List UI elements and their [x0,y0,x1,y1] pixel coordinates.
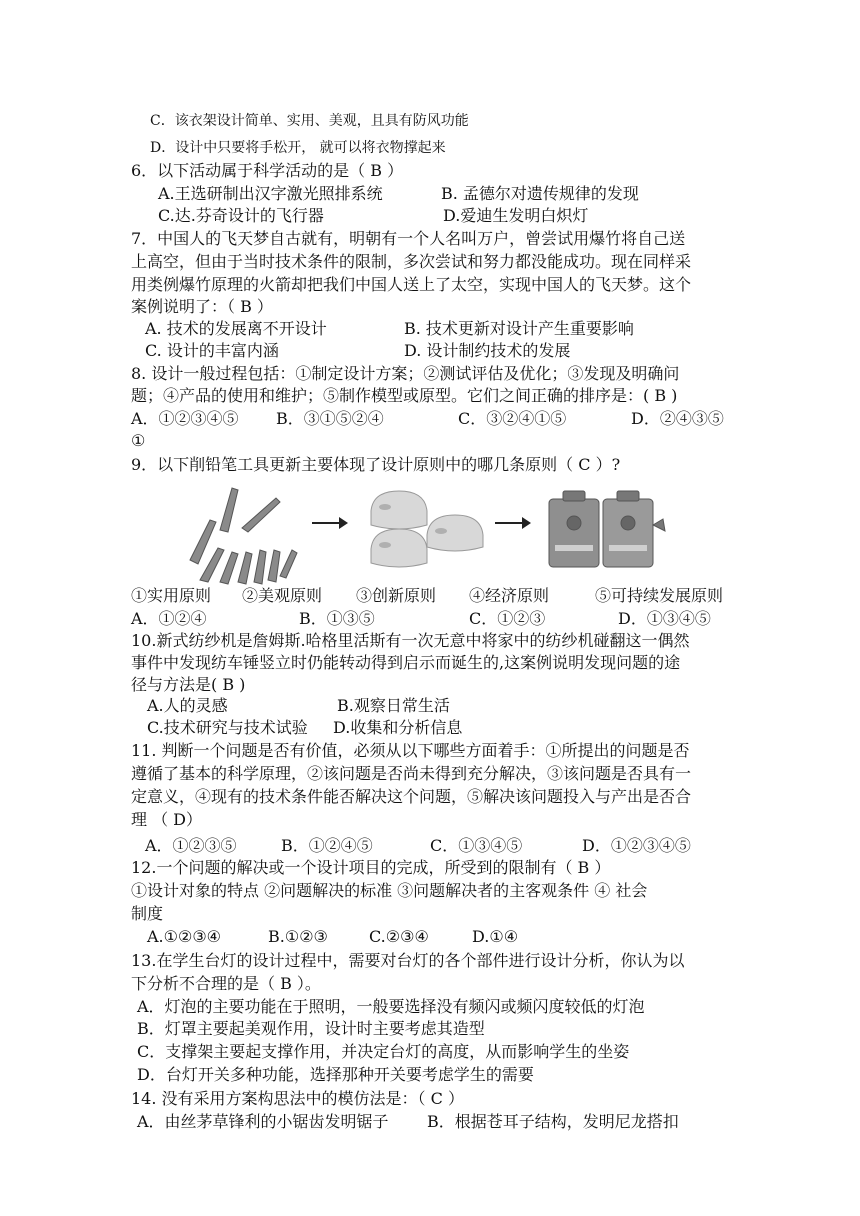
q12-option-a: A.①②③④ [147,927,222,946]
q9-principle-3: ③创新原则 [356,586,437,605]
q12-option-c: C.②③④ [369,927,429,946]
q9-principle-4: ④经济原则 [469,586,550,605]
q11-option-c: C．①③④⑤ [430,836,523,855]
q8-line1: 8. 设计一般过程包括：①制定设计方案；②测试评估及优化；③发现及明确问 [131,364,680,383]
q12-options-row [131,926,731,948]
q6-option-b: B. 孟德尔对遗传规律的发现 [441,184,639,203]
q9-option-a: A．①②④ [131,609,207,628]
q12-line2: ①设计对象的特点 ②问题解决的标准 ③问题解决者的主客观条件 ④ 社会 [131,881,648,900]
mechanical-sharpeners-icon [545,485,667,585]
knife-blades-icon [180,480,300,585]
q13-option-a: A．灯泡的主要功能在于照明，一般要选择没有频闪或频闪度较低的灯泡 [137,997,645,1016]
q11-options-row [131,835,731,857]
q8-line2: 题；④产品的使用和维护；⑤制作模型或原型。它们之间正确的排序是：( B ) [131,386,678,405]
q7-option-a: A. 技术的发展离不开设计 [145,319,327,338]
q9-principle-5: ⑤可持续发展原则 [595,586,724,605]
q14-option-b: B．根据苍耳子结构，发明尼龙搭扣 [427,1112,679,1131]
q9-principles-row [131,585,731,607]
q11-option-a: A．①②③⑤ [145,836,237,855]
q13-line1: 13.在学生台灯的设计过程中，需要对台灯的各个部件进行设计分析，你认为以 [131,951,685,970]
q9-options-row [131,608,731,630]
q9-stem: 9．以下削铅笔工具更新主要体现了设计原则中的哪几条原则（ C ）? [131,455,621,474]
q5-option-c: C．该衣架设计简单、实用、美观，且具有防风功能 [150,113,469,129]
q13-line2: 下分析不合理的是（ B ）。 [131,974,321,993]
q7-option-b: B. 技术更新对设计产生重要影响 [404,319,634,338]
q6-option-c: C.达.芬奇设计的飞行器 [158,206,324,225]
q6-stem: 6．以下活动属于科学活动的是（ B ） [131,161,404,180]
q8-option-c: C．③②④①⑤ [458,409,567,428]
q7-options-row2 [131,340,731,362]
q11-line3: 定意义，④现有的技术条件能否解决这个问题，⑤解决该问题投入与产出是否合 [131,787,692,806]
q10-line3: 径与方法是( B ) [131,675,246,694]
q11-line2: 遵循了基本的科学原理，②该问题是否尚未得到充分解决，③该问题是否具有一 [131,764,692,783]
q10-option-a: A.人的灵感 [147,696,228,715]
q10-line2: 事件中发现纺车锤竖立时仍能转动得到启示而诞生的,这案例说明发现问题的途 [131,653,681,672]
q8-option-d-continued: ① [131,431,146,450]
q8-options-row [131,408,731,430]
q7-option-c: C. 设计的丰富内涵 [145,341,279,360]
q13-option-b: B．灯罩主要起美观作用，设计时主要考虑其造型 [137,1019,485,1038]
q9-principle-1: ①实用原则 [131,586,212,605]
q10-options-row1 [131,695,731,717]
q12-option-b: B.①②③ [268,927,328,946]
q9-option-d: D．①③④⑤ [618,609,711,628]
q10-line1: 10.新式纺纱机是詹姆斯.哈格里活斯有一次无意中将家中的纺纱机碰翻这一偶然 [131,631,690,650]
arrow-icon-2 [495,522,529,524]
q14-options-row [131,1111,731,1133]
arrow-icon-1 [312,522,346,524]
q5-option-d: D．设计中只要将手松开， 就可以将衣物撑起来 [150,140,446,156]
q8-option-a: A．①②③④⑤ [131,409,239,428]
q14-stem: 14. 没有采用方案构思法中的模仿法是：（ C ） [131,1089,464,1108]
q11-option-d: D．①②③④⑤ [582,836,691,855]
q9-option-b: B．①③⑤ [299,609,375,628]
q13-option-d: D．台灯开关多种功能，选择那种开关要考虑学生的需要 [137,1065,534,1084]
q7-line2: 上高空，但由于当时技术条件的限制，多次尝试和努力都没能成功。现在同样采 [131,252,692,271]
q7-line4: 案例说明了：（ B ） [131,297,273,316]
plastic-sharpeners-icon [365,485,490,585]
q12-line3: 制度 [131,904,164,923]
q7-options-row1 [131,318,731,340]
sharpener-evolution-figure [180,480,680,590]
q10-options-row2 [131,717,731,739]
q6-options-row1 [131,183,731,205]
q6-option-d: D.爱迪生发明白炽灯 [443,206,589,225]
q13-option-c: C．支撑架主要起支撑作用，并决定台灯的高度，从而影响学生的坐姿 [137,1042,630,1061]
q11-option-b: B．①②④⑤ [281,836,373,855]
q10-option-c: C.技术研究与技术试验 [147,718,308,737]
q10-option-d: D.收集和分析信息 [333,718,463,737]
q10-option-b: B.观察日常生活 [337,696,450,715]
q14-option-a: A．由丝茅草锋利的小锯齿发明锯子 [137,1112,389,1131]
q9-option-c: C．①②③ [469,609,546,628]
q7-option-d: D. 设计制约技术的发展 [404,341,571,360]
q6-option-a: A.王选研制出汉字激光照排系统 [158,184,383,203]
q9-principle-2: ②美观原则 [242,586,323,605]
q7-line3: 用类例爆竹原理的火箭却把我们中国人送上了太空，实现中国人的飞天梦。这个 [131,275,692,294]
q12-line1: 12.一个问题的解决或一个设计项目的完成，所受到的限制有（ B ） [131,858,611,877]
q7-line1: 7．中国人的飞天梦自古就有，明朝有一个人名叫万户，曾尝试用爆竹将自己送 [131,229,686,248]
q12-option-d: D.①④ [472,927,519,946]
q11-line1: 11. 判断一个问题是否有价值，必须从以下哪些方面着手：①所提出的问题是否 [131,741,690,760]
q6-options-row2 [131,205,731,227]
q11-line4: 理 （ D） [131,810,203,829]
q8-option-d: D．②④③⑤ [631,409,724,428]
q8-option-b: B．③①⑤②④ [276,409,384,428]
